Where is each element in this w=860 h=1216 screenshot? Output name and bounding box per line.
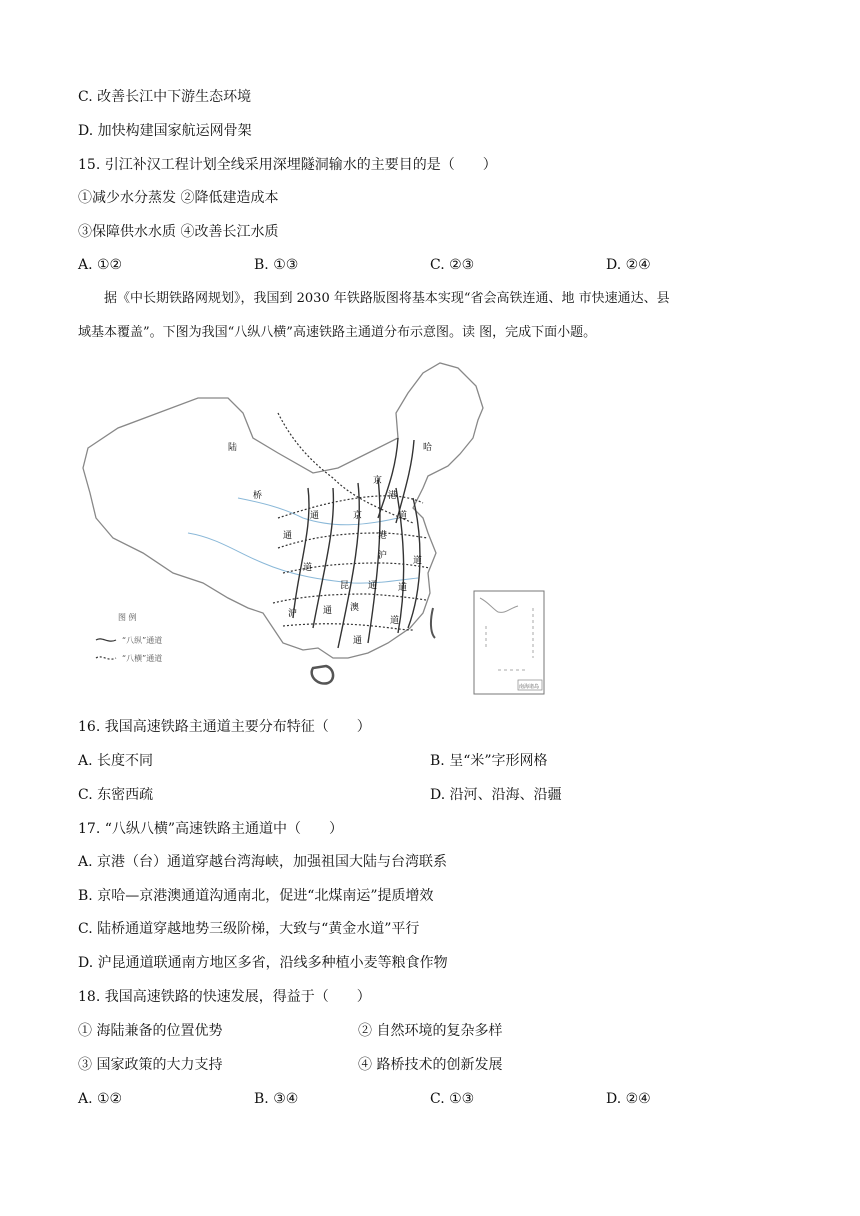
intro-text-1: 据《中长期铁路网规划》，我国到 2030 年铁路版图将基本实现“省会高铁连通、地 市快速通达、县 bbox=[104, 291, 670, 306]
q18-statement-2: ② 自然环境的复杂多样 bbox=[358, 1023, 503, 1039]
map-label: 道 bbox=[413, 556, 423, 566]
map-label: 桥 bbox=[253, 491, 263, 501]
south-china-sea-inset bbox=[474, 591, 544, 694]
map-label: 港 bbox=[388, 491, 398, 501]
map-label: 通 bbox=[353, 636, 363, 646]
q18-option-c: C. ①③ bbox=[430, 1091, 475, 1107]
intro-text-2: 域基本覆盖”。下图为我国“八纵八横”高速铁路主通道分布示意图。读 图，完成下面小题。 bbox=[78, 325, 597, 340]
map-label: 京 bbox=[353, 511, 363, 521]
legend-vertical-label: “八纵”通道 bbox=[122, 636, 163, 645]
map-label: 哈 bbox=[423, 443, 433, 453]
q18-statement-1: ① 海陆兼备的位置优势 bbox=[78, 1023, 223, 1039]
question-18-stem: 18. 我国高速铁路的快速发展，得益于（ ） bbox=[78, 989, 371, 1005]
q16-option-c: C. 东密西疏 bbox=[78, 787, 154, 803]
q18-statement-3: ③ 国家政策的大力支持 bbox=[78, 1057, 223, 1073]
q18-option-d: D. ②④ bbox=[606, 1091, 651, 1107]
china-map-figure bbox=[78, 358, 558, 698]
option-c-prev: C. 改善长江中下游生态环境 bbox=[78, 89, 252, 105]
legend-dotted-line-icon bbox=[96, 657, 116, 659]
legend-horizontal-label: “八横”通道 bbox=[122, 654, 163, 663]
map-label: 澳 bbox=[350, 603, 360, 613]
map-label: 港 bbox=[378, 531, 388, 541]
q15-option-d: D. ②④ bbox=[606, 257, 651, 273]
map-label: 通 bbox=[368, 581, 378, 591]
question-15-statements-2: ③保障供水水质 ④改善长江水质 bbox=[78, 224, 279, 240]
map-label: 陆 bbox=[228, 443, 238, 453]
map-label: 道 bbox=[398, 583, 408, 593]
map-label: 昆 bbox=[340, 581, 350, 591]
legend-solid-line-icon bbox=[96, 639, 116, 641]
q15-option-a: A. ①② bbox=[78, 257, 123, 273]
map-label: 沪 bbox=[288, 609, 298, 619]
map-label: 道 bbox=[398, 511, 408, 521]
question-15-stem: 15. 引江补汉工程计划全线采用深埋隧洞输水的主要目的是（ ） bbox=[78, 157, 497, 173]
map-label: 道 bbox=[390, 616, 400, 626]
map-legend bbox=[96, 612, 162, 663]
railway-map bbox=[78, 358, 558, 698]
q17-option-a: A. 京港（台）通道穿越台湾海峡，加强祖国大陆与台湾联系 bbox=[78, 854, 448, 870]
legend-title: 图 例 bbox=[118, 613, 137, 622]
q18-option-b: B. ③④ bbox=[254, 1091, 299, 1107]
intro-paragraph bbox=[78, 282, 778, 350]
map-label: 通 bbox=[323, 606, 333, 616]
map-label: 通 bbox=[283, 531, 293, 541]
q16-option-a: A. 长度不同 bbox=[78, 753, 154, 769]
china-outline bbox=[83, 363, 483, 658]
inset-label: 南海诸岛 bbox=[519, 684, 540, 690]
q16-option-b: B. 呈“米”字形网格 bbox=[430, 753, 548, 769]
map-label: 通 bbox=[310, 511, 320, 521]
map-label: 道 bbox=[303, 563, 313, 573]
question-16-stem: 16. 我国高速铁路主通道主要分布特征（ ） bbox=[78, 719, 371, 735]
map-label: 京 bbox=[373, 476, 383, 486]
q17-option-d: D. 沪昆通道联通南方地区多省，沿线多种植小麦等粮食作物 bbox=[78, 955, 448, 971]
q15-option-b: B. ①③ bbox=[254, 257, 299, 273]
question-17-stem: 17. “八纵八横”高速铁路主通道中（ ） bbox=[78, 821, 344, 837]
q17-option-b: B. 京哈—京港澳通道沟通南北，促进“北煤南运”提质增效 bbox=[78, 888, 434, 904]
option-d-prev: D. 加快构建国家航运网骨架 bbox=[78, 123, 252, 139]
map-label: 沪 bbox=[378, 551, 388, 561]
q18-option-a: A. ①② bbox=[78, 1091, 123, 1107]
q15-option-c: C. ②③ bbox=[430, 257, 475, 273]
question-15-statements-1: ①减少水分蒸发 ②降低建造成本 bbox=[78, 190, 279, 206]
q16-option-d: D. 沿河、沿海、沿疆 bbox=[430, 787, 562, 803]
q18-statement-4: ④ 路桥技术的创新发展 bbox=[358, 1057, 503, 1073]
q17-option-c: C. 陆桥通道穿越地势三级阶梯，大致与“黄金水道”平行 bbox=[78, 921, 420, 937]
